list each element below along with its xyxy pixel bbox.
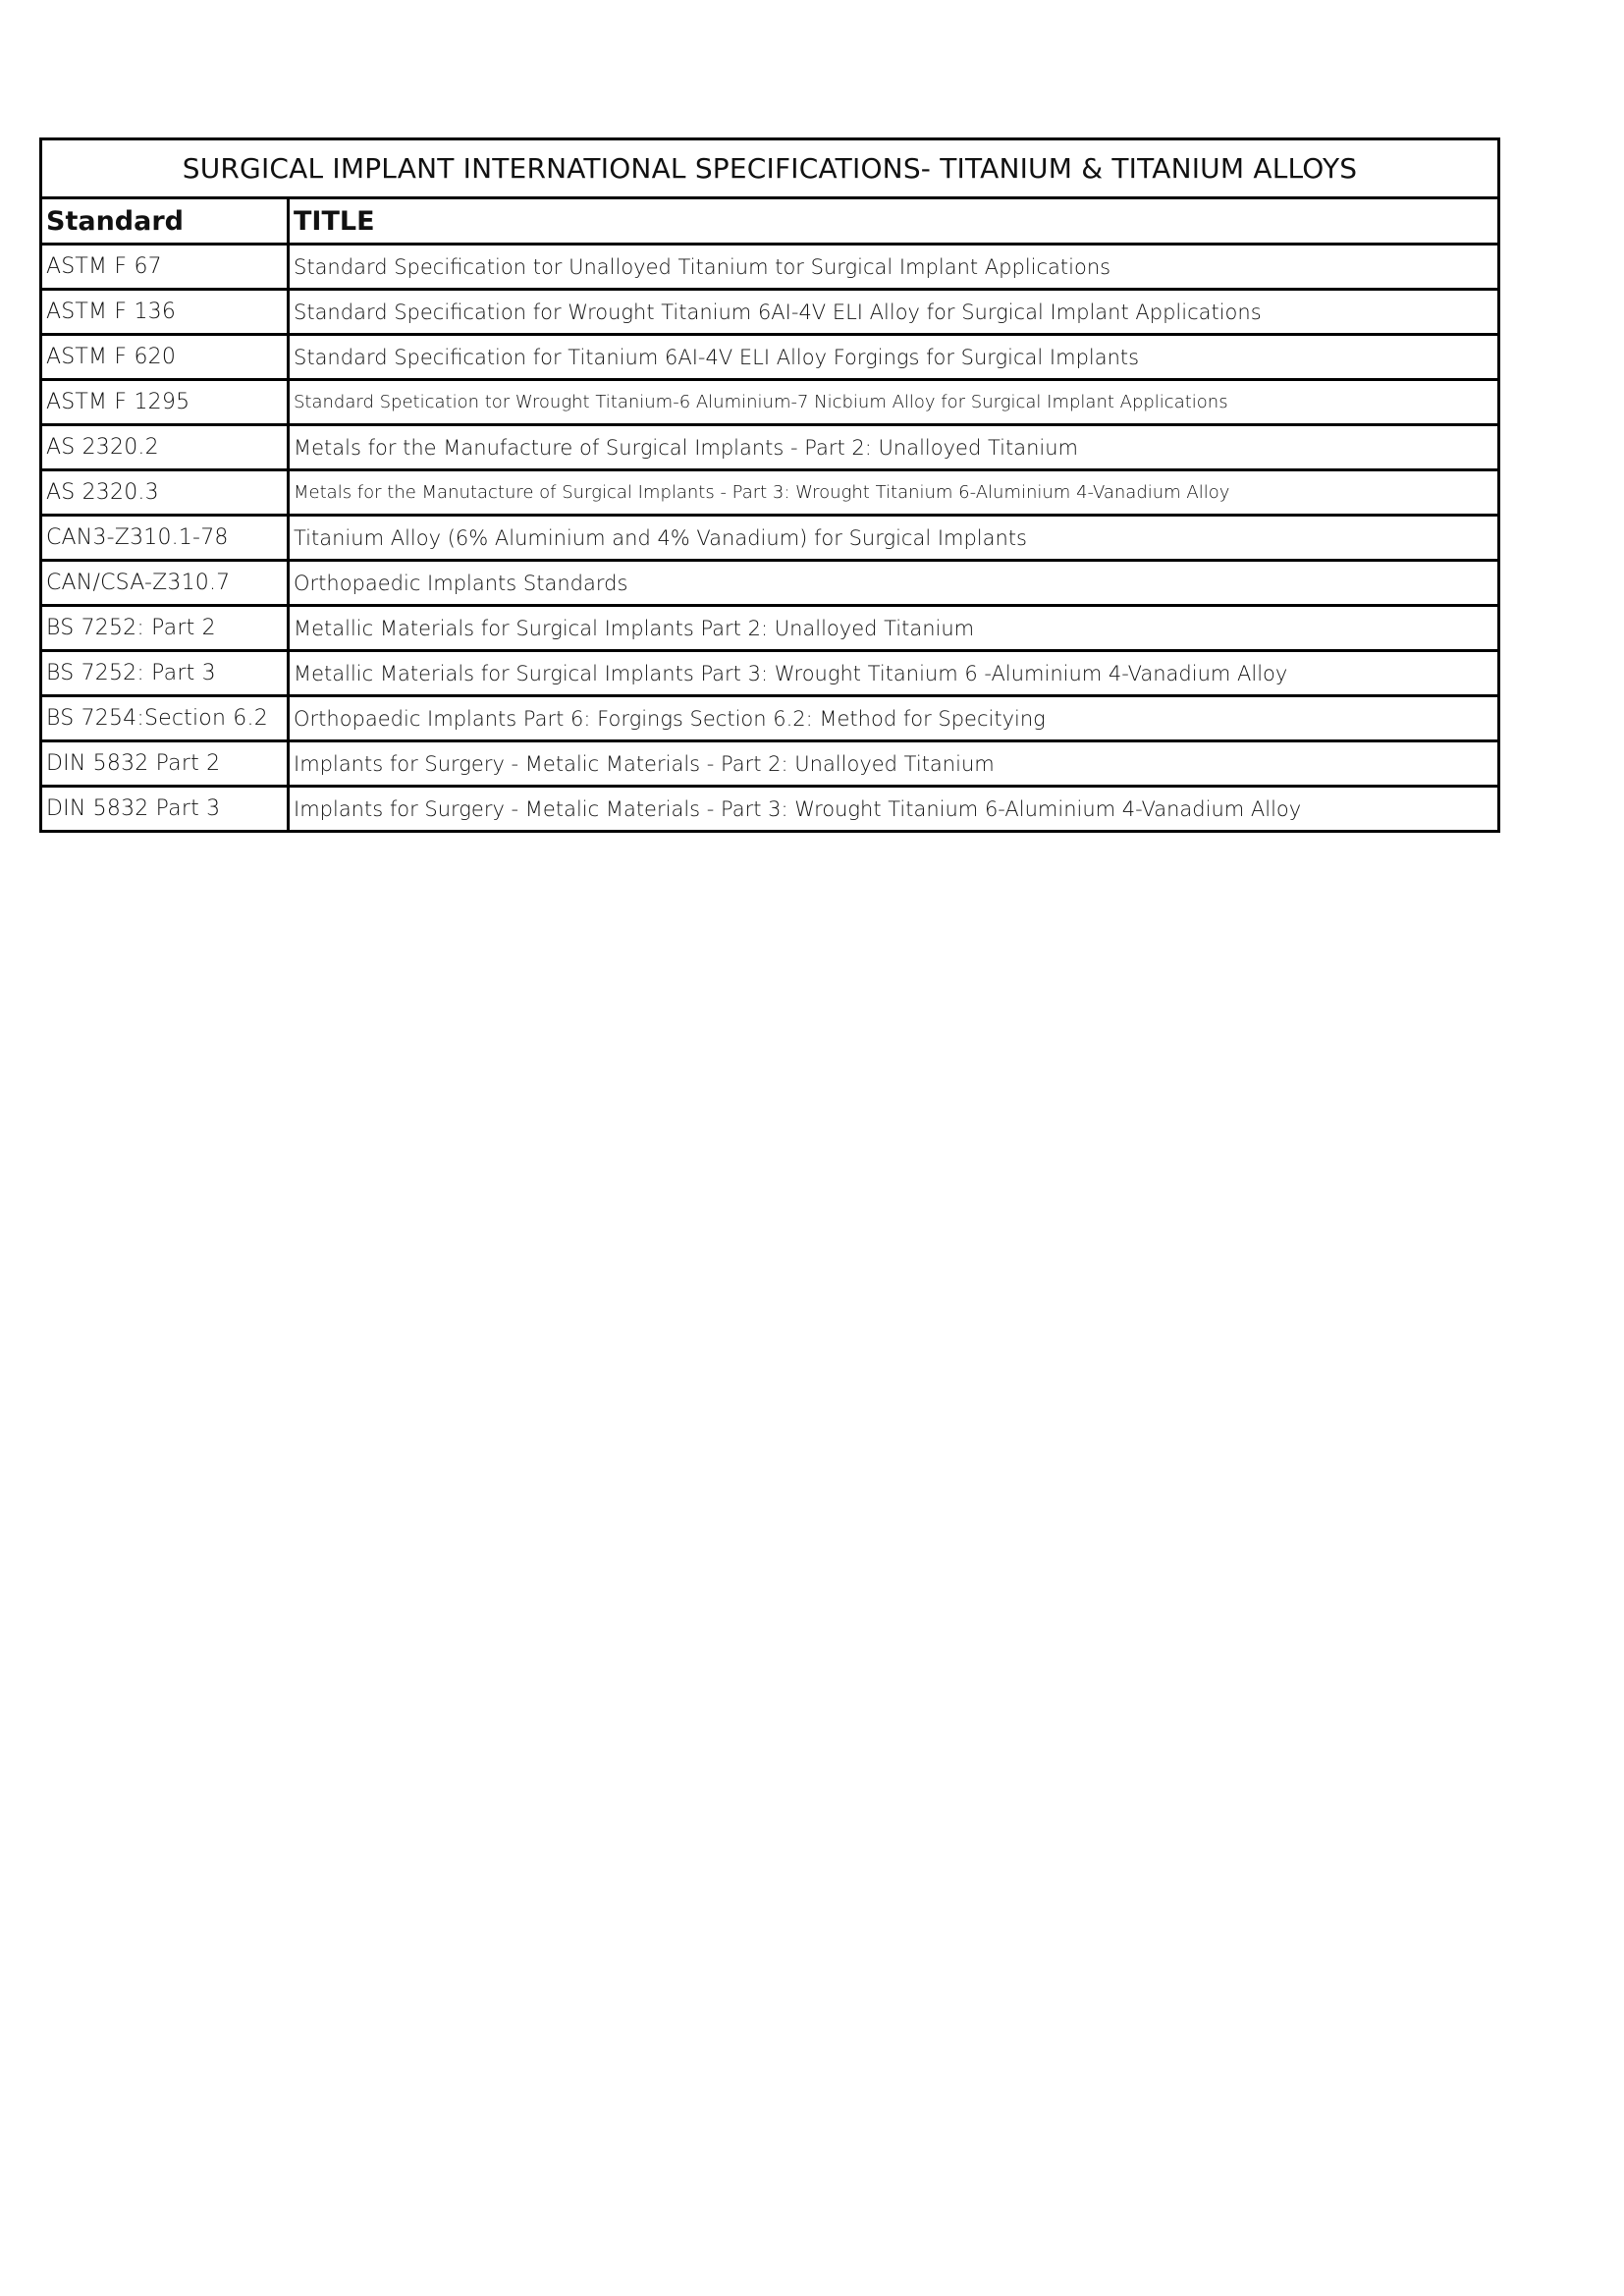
title-cell: Metals for the Manufacture of Surgical Implants - Part 2: Unalloyed Titanium — [289, 425, 1499, 470]
table-row — [41, 380, 1499, 425]
title-cell: Orthopaedic Implants Part 6: Forgings Section 6.2: Method for Specitying — [289, 696, 1499, 741]
standard-cell: DIN 5832 Part 3 — [41, 787, 289, 832]
standard-cell: ASTM F 620 — [41, 335, 289, 380]
standard-cell: AS 2320.3 — [41, 470, 289, 516]
table-header-row — [41, 198, 1499, 245]
standard-cell: ASTM F 1295 — [41, 380, 289, 425]
standard-cell: CAN/CSA-Z310.7 — [41, 561, 289, 606]
table-row — [41, 651, 1499, 696]
specifications-table — [39, 137, 1500, 833]
title-cell: Implants for Surgery - Metalic Materials - Part 2: Unalloyed Titanium — [289, 741, 1499, 787]
title-cell: Metals for the Manutacture of Surgical Implants - Part 3: Wrought Titanium 6-Aluminium 4-Vanadium Alloy — [289, 470, 1499, 516]
title-cell: Standard Spetication tor Wrought Titanium-6 Aluminium-7 Nicbium Alloy for Surgical Implant Applications — [289, 380, 1499, 425]
table-row — [41, 470, 1499, 516]
standard-cell: BS 7252: Part 2 — [41, 606, 289, 651]
title-cell: Standard Specification tor Unalloyed Titanium tor Surgical Implant Applications — [289, 245, 1499, 290]
table-caption: SURGICAL IMPLANT INTERNATIONAL SPECIFICATIONS- TITANIUM & TITANIUM ALLOYS — [41, 139, 1499, 198]
standard-cell: BS 7254:Section 6.2 — [41, 696, 289, 741]
title-cell: Metallic Materials for Surgical Implants Part 2: Unalloyed Titanium — [289, 606, 1499, 651]
table-row — [41, 787, 1499, 832]
title-cell: Orthopaedic Implants Standards — [289, 561, 1499, 606]
column-header-standard: Standard — [41, 198, 289, 245]
standard-cell: ASTM F 136 — [41, 290, 289, 335]
table-row — [41, 425, 1499, 470]
standard-cell: ASTM F 67 — [41, 245, 289, 290]
table-row — [41, 561, 1499, 606]
title-cell: Implants for Surgery - Metalic Materials - Part 3: Wrought Titanium 6-Aluminium 4-Vanadium Alloy — [289, 787, 1499, 832]
standard-cell: CAN3-Z310.1-78 — [41, 516, 289, 561]
standard-cell: BS 7252: Part 3 — [41, 651, 289, 696]
title-cell: Standard Specification for Wrought Titanium 6AI-4V ELI Alloy for Surgical Implant Applications — [289, 290, 1499, 335]
column-header-title: TITLE — [289, 198, 1499, 245]
table-row — [41, 606, 1499, 651]
table-row — [41, 290, 1499, 335]
title-cell: Standard Specification for Titanium 6AI-4V ELI Alloy Forgings for Surgical Implants — [289, 335, 1499, 380]
standard-cell: AS 2320.2 — [41, 425, 289, 470]
standard-cell: DIN 5832 Part 2 — [41, 741, 289, 787]
table-title-row — [41, 139, 1499, 198]
table-row — [41, 335, 1499, 380]
table-row — [41, 741, 1499, 787]
title-cell: Titanium Alloy (6% Aluminium and 4% Vanadium) for Surgical Implants — [289, 516, 1499, 561]
table-row — [41, 516, 1499, 561]
title-cell: Metallic Materials for Surgical Implants Part 3: Wrought Titanium 6 -Aluminium 4-Vanadium Alloy — [289, 651, 1499, 696]
table-row — [41, 696, 1499, 741]
table-row — [41, 245, 1499, 290]
